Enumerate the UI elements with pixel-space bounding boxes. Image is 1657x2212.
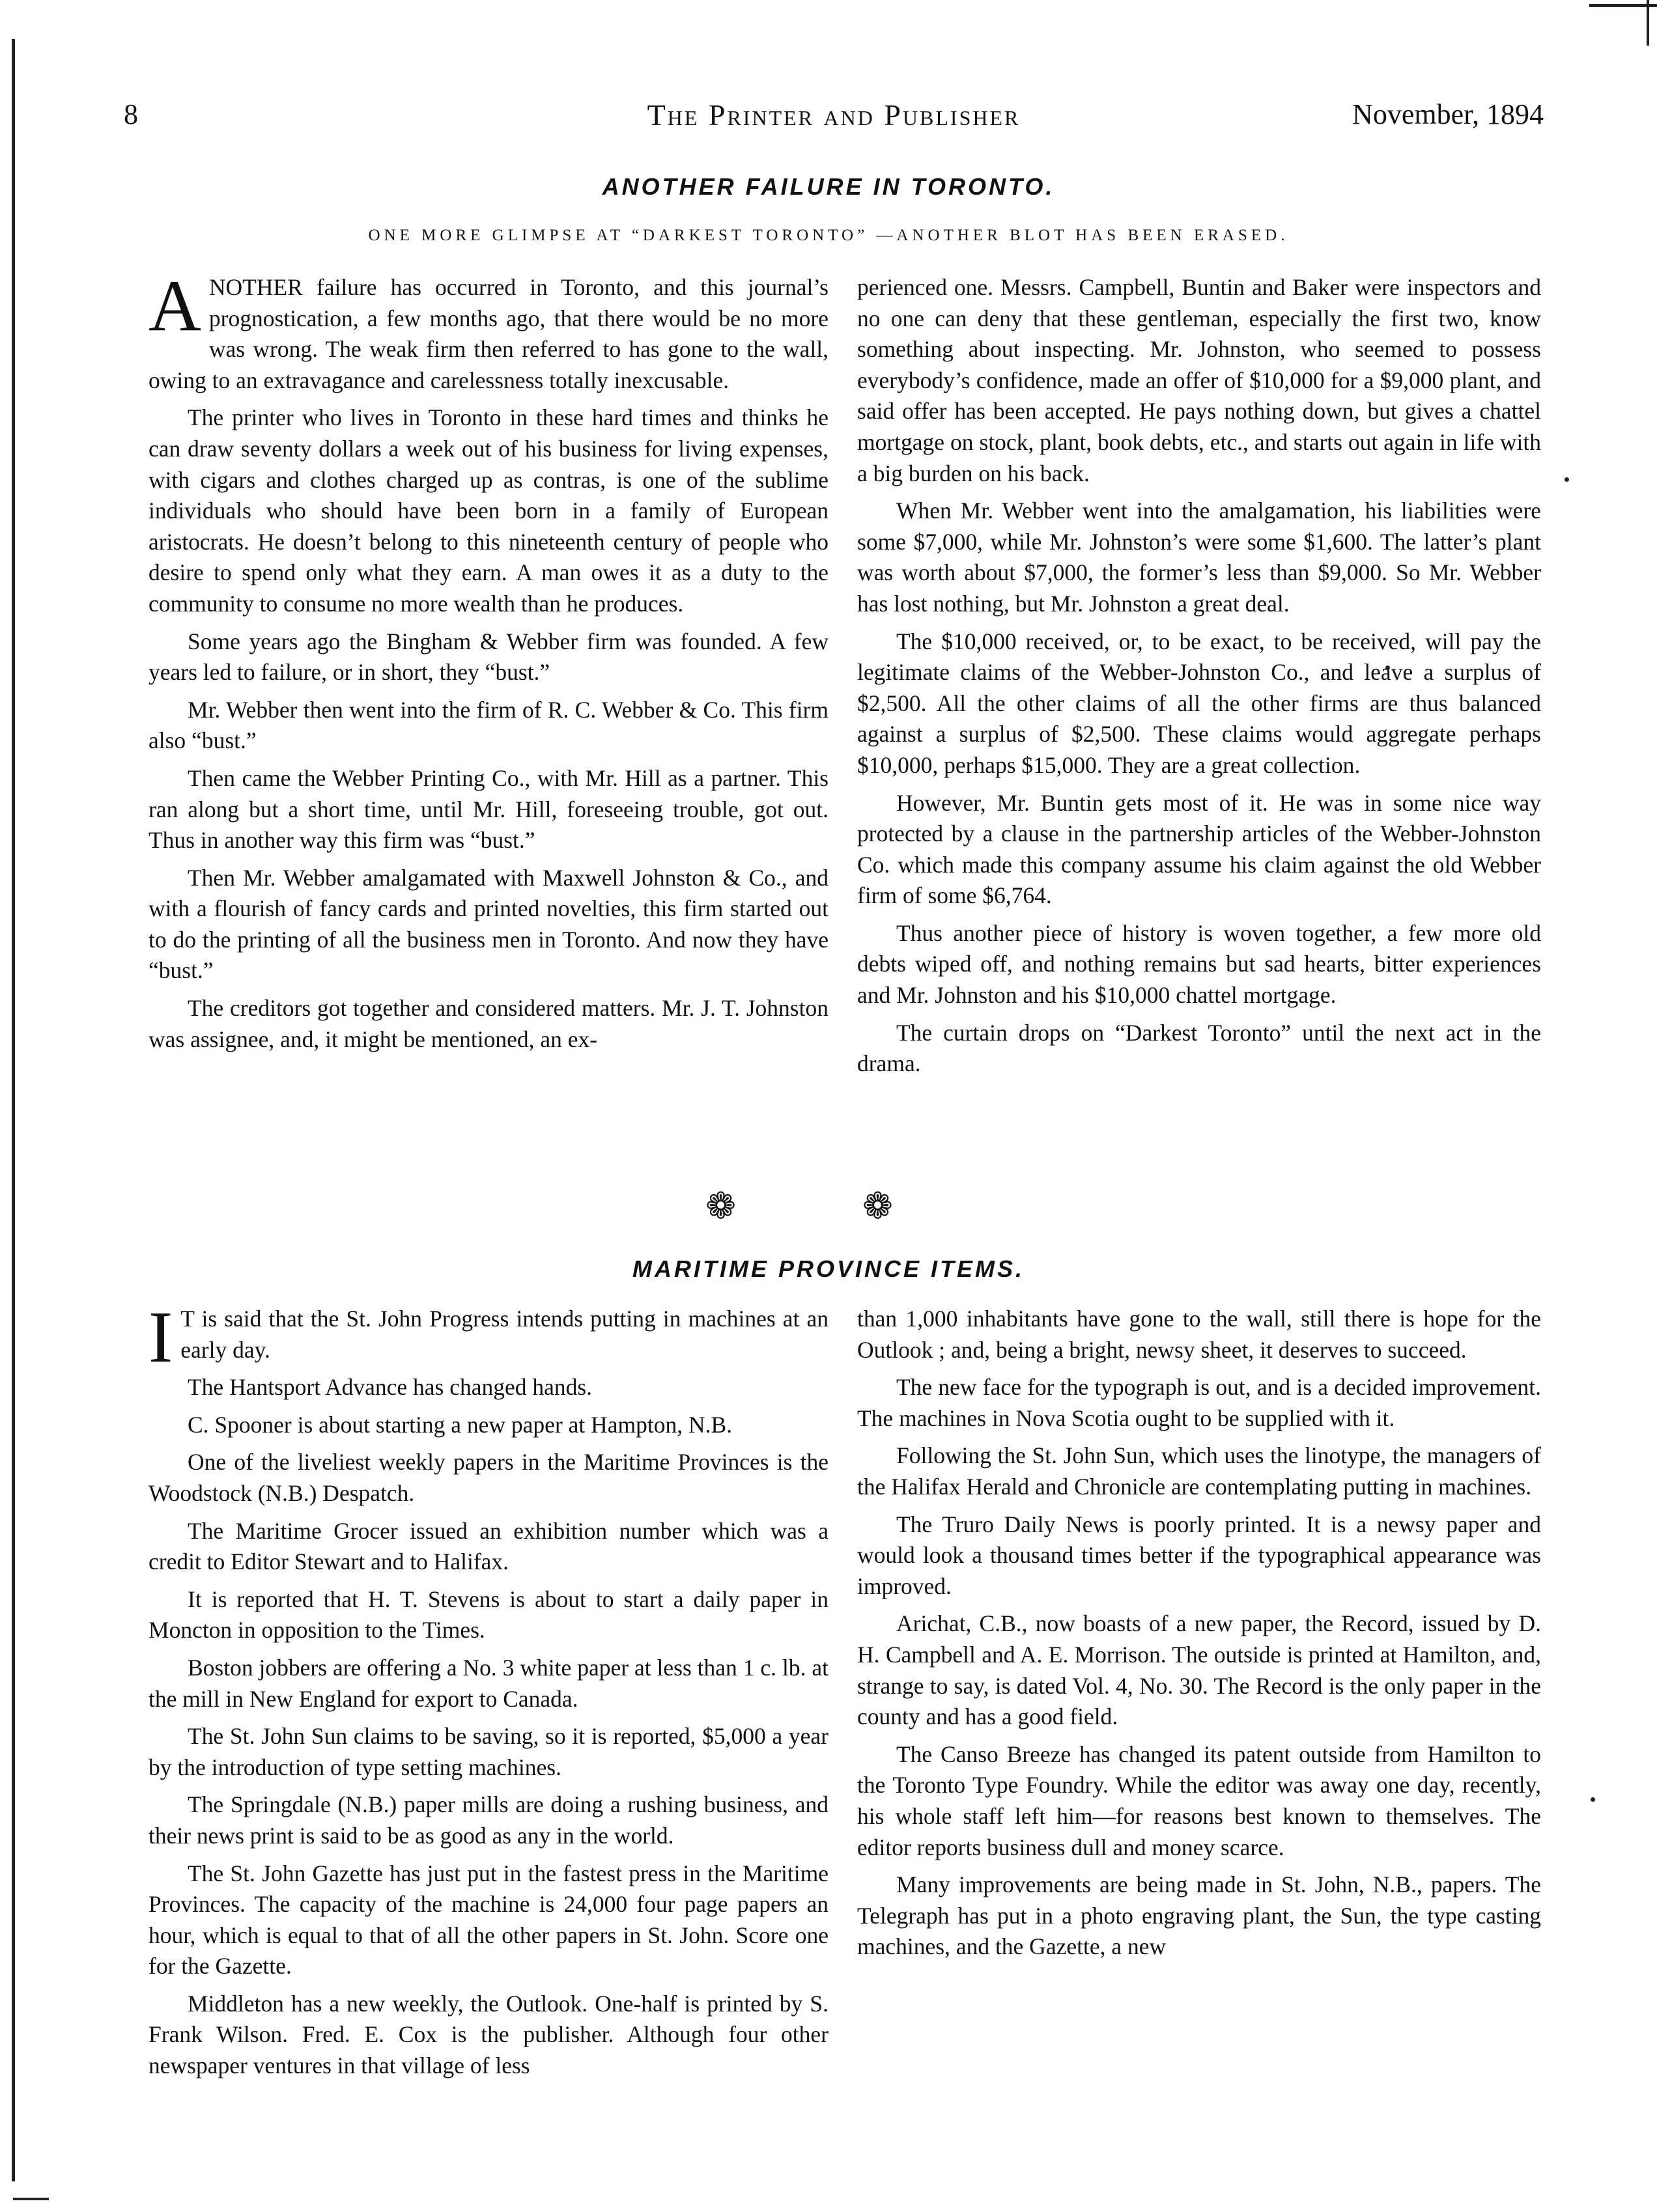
paragraph: Mr. Webber then went into the firm of R. C. Webber & Co. This firm also “bust.” [149,696,828,754]
scan-edge-right [1647,0,1649,46]
paragraph: Thus another piece of history is woven together, a few more old debts wiped off, and nothing remains but sad hearts, bitter experiences and Mr. Johnston and his $10,000 chattel mortgage. [857,919,1541,1009]
paragraph: One of the liveliest weekly papers in the Maritime Provinces is the Woodstock (N.B.) Despatch. [149,1449,828,1506]
page-number: 8 [124,98,138,130]
publication-title: The Printer and Publisher [647,98,1021,132]
paragraph: Then Mr. Webber amalgamated with Maxwell Johnston & Co., and with a flourish of fancy cards and printed novelties, this firm started out to do the printing of all the business men in Toronto. And now they have “bust.” [149,864,828,984]
article-left-column [149,266,828,1061]
paragraph: Middleton has a new weekly, the Outlook. One-half is printed by S. Frank Wilson. Fred. E. Cox is the publisher. Although four other newspaper ventures in that village of less [149,1990,828,2079]
paragraph: The Maritime Grocer issued an exhibition number which was a credit to Editor Stewart and to Halifax. [149,1517,828,1575]
paragraph: When Mr. Webber went into the amalgamation, his liabilities were some $7,000, while Mr. Johnston’s were some $1,600. The latter’s plant was worth about $7,000, the former’s less than $9,000. So Mr. Webber has lost nothing, but Mr. Johnston a great deal. [857,497,1541,617]
paragraph: The $10,000 received, or, to be exact, to be received, will pay the legitimate claims of the Webber-Johnston Co., and leave a surplus of $2,500. All the other claims of all the other firms are thus balanced against a surplus of $2,500. These claims would aggregate perhaps $10,000, perhaps $15,000. They are a great collection. [857,628,1541,778]
paragraph: The curtain drops on “Darkest Toronto” until the next act in the drama. [857,1019,1541,1077]
scan-edge-left [12,39,15,2181]
article-subhead: ONE MORE GLIMPSE AT “DARKEST TORONTO” —ANOTHER BLOT HAS BEEN ERASED. [368,227,1289,244]
paragraph: The creditors got together and considered matters. Mr. J. T. Johnston was assignee, and, it might be mentioned, an ex- [149,995,828,1052]
paragraph: The St. John Sun claims to be saving, so it is reported, $5,000 a year by the introduction of type setting machines. [149,1723,828,1780]
paragraph: The Springdale (N.B.) paper mills are doing a rushing business, and their news print is said to be as good as any in the world. [149,1791,828,1849]
paragraph: The printer who lives in Toronto in these hard times and thinks he can draw seventy dollars a week out of his business for living expenses, with cigars and clothes charged up as contras, is one of the sublime individuals who should have been born in a family of European aristocrats. He doesn’t belong to this nineteenth century of people who desire to spend only what they earn. A man owes it as a duty to the community to consume no more wealth than he produces. [149,404,828,617]
paragraph: However, Mr. Buntin gets most of it. He was in some nice way protected by a clause in the partnership articles of the Webber-Johnston Co. which made this company assume his claim against the old Webber firm of some $6,764. [857,789,1541,909]
paragraph: ANOTHER failure has occurred in Toronto, and this journal’s prognostication, a few months ago, that there would be no more was wrong. The weak firm then referred to has gone to the wall, owing to an extravagance and carelessness totally inexcusable. [149,266,828,393]
section-ornaments: ❁ ❁ [705,1186,952,1227]
running-header [124,98,1544,150]
paragraph: It is reported that H. T. Stevens is about to start a daily paper in Moncton in opposition to the Times. [149,1586,828,1644]
scan-edge-bottom [13,2198,49,2200]
article-headline: ANOTHER FAILURE IN TORONTO. [602,173,1055,200]
paragraph: The Truro Daily News is poorly printed. It is a newsy paper and would look a thousand times better if the typographical appearance was improved. [857,1511,1541,1599]
paragraph: The new face for the typograph is out, and is a decided improvement. The machines in Nova Scotia ought to be supplied with it. [857,1374,1541,1431]
paragraph: Some years ago the Bingham & Webber firm was founded. A few years led to failure, or in short, they “bust.” [149,628,828,686]
scan-speck [1591,1797,1595,1802]
paragraph: Then came the Webber Printing Co., with Mr. Hill as a partner. This ran along but a short time, until Mr. Hill, foreseeing trouble, got out. Thus in another way this firm was “bust.” [149,764,828,854]
paragraph: Arichat, C.B., now boasts of a new paper, the Record, issued by D. H. Campbell and A. E. Morrison. The outside is printed at Hamilton, and, strange to say, is dated Vol. 4, No. 30. The Record is the only paper in the county and has a good field. [857,1610,1541,1730]
issue-date: November, 1894 [1352,98,1544,130]
paragraph: Many improvements are being made in St. John, N.B., papers. The Telegraph has put in a photo engraving plant, the Sun, the type casting machines, and the Gazette, a new [857,1871,1541,1960]
paragraph: The Canso Breeze has changed its patent outside from Hamilton to the Toronto Type Foundry. While the editor was away one day, recently, his whole staff left him—for reasons best known to themselves. The editor reports business dull and money scarce. [857,1741,1541,1860]
paragraph: The Hantsport Advance has changed hands. [188,1374,593,1401]
scan-speck [1565,477,1569,482]
paragraph: Boston jobbers are offering a No. 3 white paper at less than 1 c. lb. at the mill in New England for export to Canada. [149,1654,828,1712]
drop-cap: A [149,266,201,346]
article-right-column [857,272,1541,1086]
paragraph: Following the St. John Sun, which uses the linotype, the managers of the Halifax Herald and Chronicle are contemplating putting in machines. [857,1442,1541,1500]
paragraph: I T is said that the St. John Progress intends putting in machines at an early day. [149,1297,828,1378]
article-headline: MARITIME PROVINCE ITEMS. [632,1255,1025,1282]
paragraph: C. Spooner is about starting a new paper at Hampton, N.B. [188,1411,733,1438]
article-left-column [149,1297,828,2088]
paragraph: than 1,000 inhabitants have gone to the wall, still there is hope for the Outlook ; and, being a bright, newsy sheet, it deserves to succeed. [857,1306,1541,1363]
drop-cap: I [149,1297,173,1378]
article-right-column [857,1304,1541,1969]
paragraph: perienced one. Messrs. Campbell, Buntin and Baker were inspectors and no one can deny that these gentleman, especially the first two, know something about inspecting. Mr. Johnston, who seemed to possess everybody’s confidence, made an offer of $10,000 for a $9,000 plant, and said offer has been accepted. He pays nothing down, but gives a chattel mortgage on stock, plant, book debts, etc., and starts out again in life with a big burden on his back. [857,274,1541,486]
paragraph: The St. John Gazette has just put in the fastest press in the Maritime Provinces. The capacity of the machine is 24,000 four page papers an hour, which is equal to that of all the other papers in St. John. Score one for the Gazette. [149,1860,828,1980]
